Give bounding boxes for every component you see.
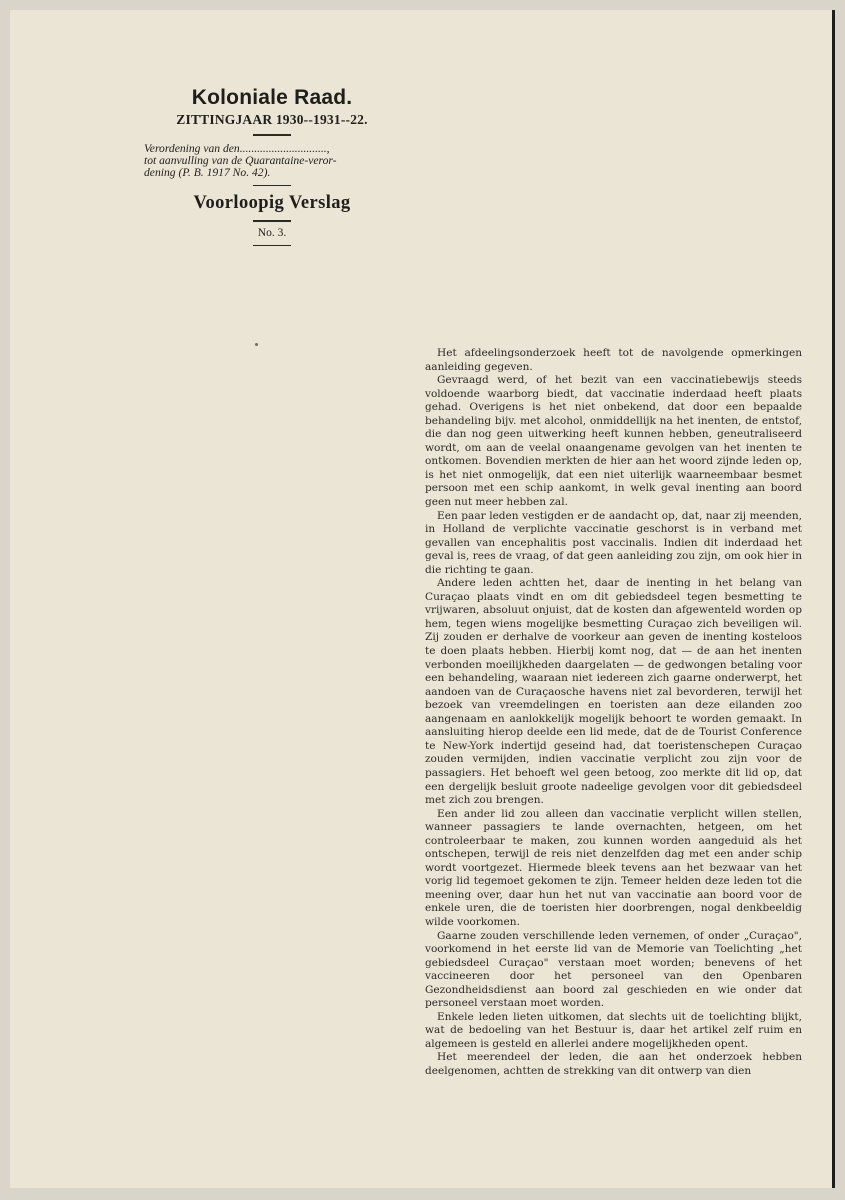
paragraph: Enkele leden lieten uitkomen, dat slechts uit de toelichting blijkt, wat de bedoeling van het Bestuur is, daar het artikel zelf ruim en algemeen is gesteld en allerlei andere mogelijkheden opent. — [425, 1010, 802, 1050]
ink-speck — [255, 343, 258, 346]
divider — [253, 134, 291, 136]
ordinance-line: dening (P. B. 1917 No. 42). — [144, 165, 271, 179]
paragraph: Gevraagd werd, of het bezit van een vaccinatiebewijs steeds voldoende waarborg biedt, dat vaccinatie inderdaad heeft plaats gehad. Overigens is het niet onbekend, dat door een bepaalde behandeling bijv. met alcohol, onmiddellijk na het inenten, de entstof, die dan nog geen uitwerking heeft kunnen hebben, geneutraliseerd wordt, om aan de veelal onaangename gevolgen van het inenten te ontkomen. Bovendien merkten de hier aan het woord zijnde leden op, is het niet onmogelijk, dat een niet uiterlijk waarneembaar besmet persoon met een schip aankomt, in welk geval inenting aan boord geen nut meer hebben zal. — [425, 374, 802, 509]
paragraph: Een ander lid zou alleen dan vaccinatie verplicht willen stellen, wanneer passagiers te lande overnachten, hetgeen, om het controleerbaar te maken, zou kunnen worden aangeduid als het ontschepen, terwijl de reis niet denzelfden dag met een ander schip wordt voortgezet. Hiermede bleek tevens aan het bezwaar van het vorig lid tegemoet gekomen te zijn. Temeer helden deze leden tot die meening over, daar hun het nut van vaccinatie aan boord voor de enkele uren, die de toeristen hier doorbrengen, nogal denkbeeldig wilde voorkomen. — [425, 807, 802, 928]
ordinance-line: Verordening van den.............................., — [144, 141, 330, 155]
paragraph: Andere leden achtten het, daar de inenting in het belang van Curaçao plaats vindt en om dit gebiedsdeel tegen besmetting te vrijwaren, absoluut onjuist, dat de kosten dan afgewenteld worden op hem, tegen wiens mogelijke besmetting Curaçao zich beveiligen wil. Zij zouden er derhalve de voorkeur aan geven de inenting kosteloos te doen plaats hebben. Hierbij komt nog, dat — de aan het inenten verbonden moeilijkheden daargelaten — de gedwongen betaling voor een behandeling, waaraan niet iedereen zich gaarne onderwerpt, het aandoen van de Curaçaosche havens niet zal bevorderen, terwijl het bezoek van vreemdelingen en toeristen aan deze eilanden zoo aangenaam en aanlokkelijk mogelijk behoort te worden gemaakt. In aansluiting hierop deelde een lid mede, dat de de Tourist Conference te New-York indertijd geseind had, dat toeristenschepen Curaçao zouden vermijden, indien vaccinatie verplicht zou zijn voor de passagiers. Het behoeft wel geen betoog, zoo merkte dit lid op, dat een dergelijk besluit groote nadeelige gevolgen voor dit gebiedsdeel met zich zou brengen. — [425, 577, 802, 807]
report-title: Voorloopig Verslag — [193, 193, 351, 214]
ordinance-description — [136, 143, 408, 179]
report-number: No. 3. — [257, 226, 287, 239]
document-header — [136, 86, 408, 253]
paragraph: Gaarne zouden verschillende leden vernemen, of onder „Curaçao", voorkomend in het eerste lid van de Memorie van Toelichting „het gebiedsdeel Curaçao" verstaan moet worden; benevens of het vaccineeren door het personeel van den Openbaren Gezondheidsdienst aan boord zal geschieden en wie onder dat personeel verstaan moet worden. — [425, 929, 802, 1010]
ordinance-line: tot aanvulling van de Quarantaine-veror- — [144, 153, 337, 167]
council-title: Koloniale Raad. — [191, 86, 353, 109]
session-year: ZITTINGJAAR 1930--1931--22. — [176, 112, 368, 127]
paragraph: Het afdeelingsonderzoek heeft tot de navolgende opmerkingen aanleiding gegeven. — [425, 347, 802, 373]
paragraph: Een paar leden vestigden er de aandacht op, dat, naar zij meenden, in Holland de verplichte vaccinatie geschorst is in verband met gevallen van encephalitis post vaccinalis. Indien dit inderdaad het geval is, rees de vraag, of dat geen aanleiding zou zijn, om ook hier in die richting te gaan. — [425, 509, 802, 576]
divider — [253, 185, 291, 187]
paragraph: Het meerendeel der leden, die aan het onderzoek hebben deelgenomen, achtten de strekking van dit ontwerp van dien — [425, 1051, 802, 1077]
document-page — [10, 10, 835, 1188]
divider — [253, 245, 291, 247]
report-body — [425, 347, 802, 1079]
divider — [253, 220, 291, 222]
